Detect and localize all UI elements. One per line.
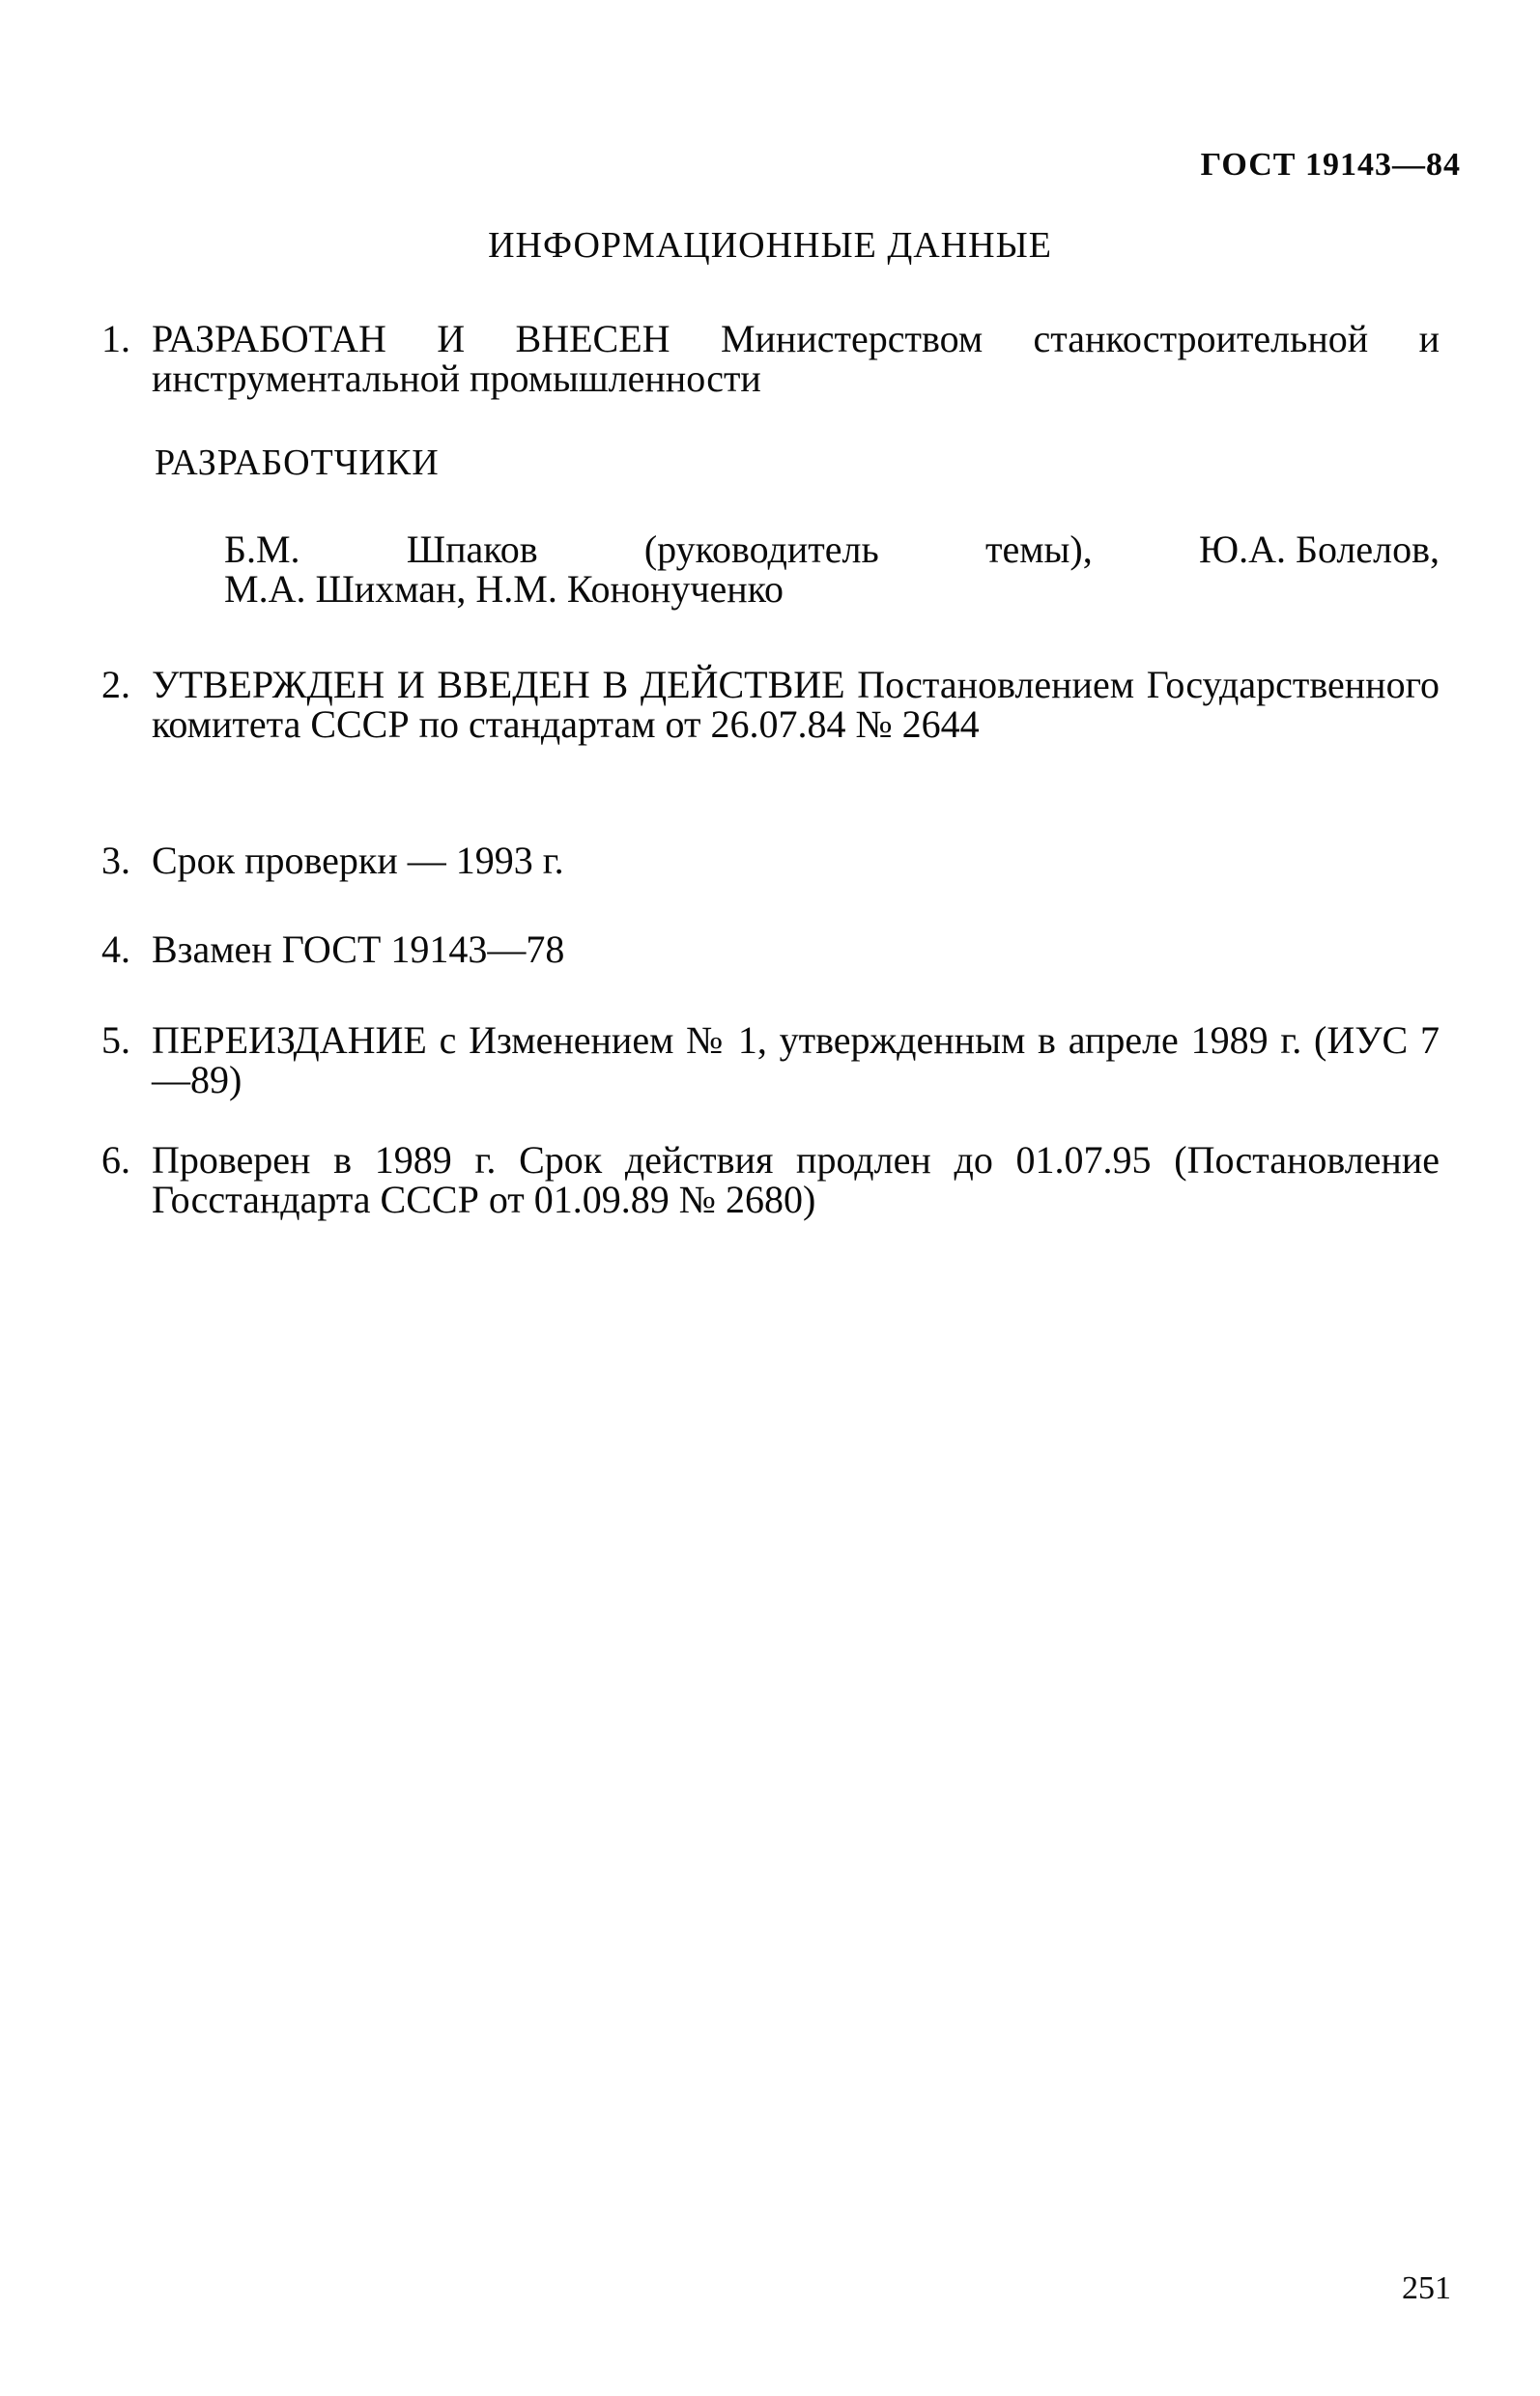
list-item <box>101 1140 1440 1219</box>
page-title: ИНФОРМАЦИОННЫЕ ДАННЫЕ <box>488 225 1052 266</box>
list-item <box>101 841 1440 880</box>
item-number: 6. <box>101 1138 130 1182</box>
list-item <box>101 1020 1440 1099</box>
item-text: Проверен в 1989 г. Срок действия продлен до 01.07.95 (Постановление Госстандарта СССР от 01.09.89 № 2680) <box>152 1138 1440 1221</box>
list-item <box>101 665 1440 744</box>
developer-surname: Шпаков <box>406 528 538 571</box>
item-text: Срок проверки — 1993 г. <box>152 839 564 882</box>
developers-heading: РАЗРАБОТЧИКИ <box>155 442 440 483</box>
item-text: УТВЕРЖДЕН И ВВЕДЕН В ДЕЙСТВИЕ Постановлением Государственного комитета СССР по стандартам от 26.07.84 № 2644 <box>152 663 1440 746</box>
standard-code: ГОСТ 19143—84 <box>1200 147 1461 183</box>
developers-list <box>224 529 1440 609</box>
item-number: 4. <box>101 927 130 971</box>
developers-line <box>224 529 1440 569</box>
list-item <box>101 319 1440 398</box>
item-number: 5. <box>101 1018 130 1062</box>
item-text: РАЗРАБОТАН И ВНЕСЕН Министерством станкостроительной и инструментальной промышленности <box>152 317 1440 400</box>
developer-role: (руководитель <box>643 528 879 571</box>
developer-role-end: темы), <box>984 528 1093 571</box>
item-number: 2. <box>101 663 130 706</box>
list-item <box>101 929 1440 969</box>
page-number: 251 <box>1402 2270 1451 2306</box>
developer-name: Ю.А. Болелов, <box>1198 528 1440 571</box>
item-number: 1. <box>101 317 130 360</box>
item-text: ПЕРЕИЗДАНИЕ с Изменением № 1, утвержденным в апреле 1989 г. (ИУС 7—89) <box>152 1018 1440 1101</box>
developer-initials: Б.М. <box>224 528 300 571</box>
developers-line: М.А. Шихман, Н.М. Кононученко <box>224 567 784 611</box>
item-text: Взамен ГОСТ 19143—78 <box>152 927 565 971</box>
item-number: 3. <box>101 839 130 882</box>
